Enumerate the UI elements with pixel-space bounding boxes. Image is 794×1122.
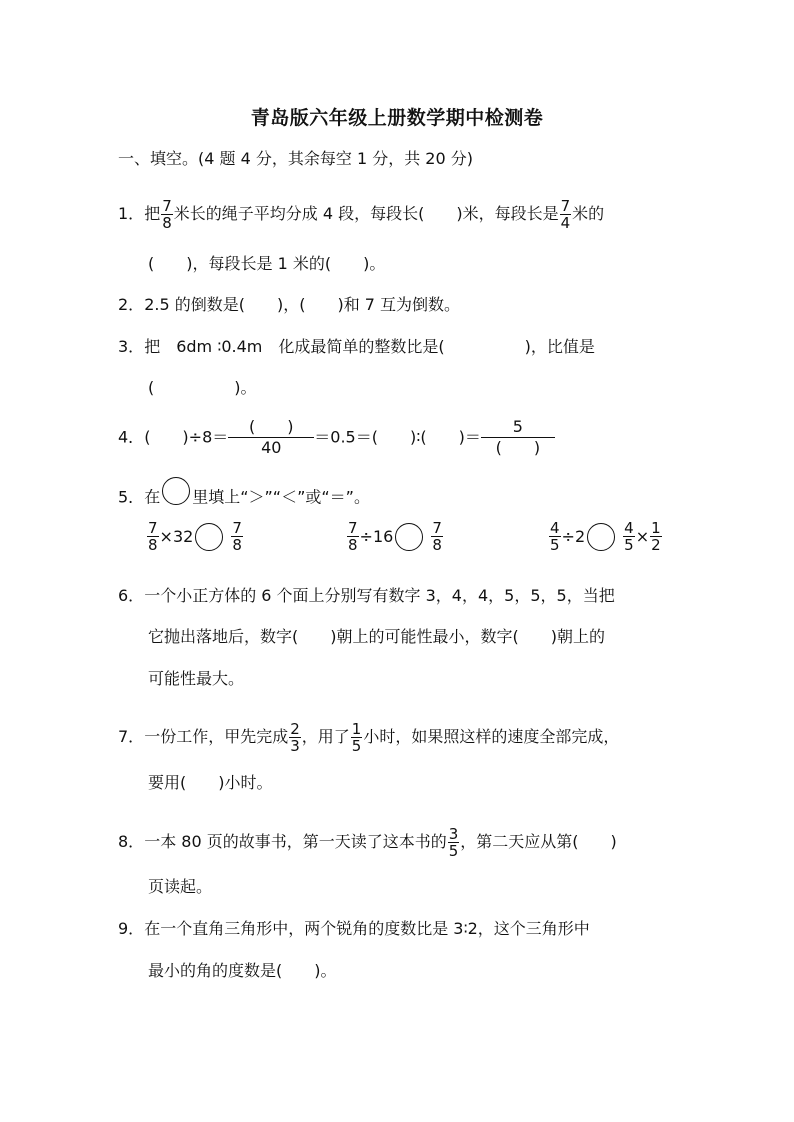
page-title: 青岛版六年级上册数学期中检测卷	[250, 107, 544, 129]
q8-text-a: 一本 80 页的故事书，第一天读了这本书的	[144, 832, 447, 851]
comparison-3	[548, 520, 663, 553]
question-number: 6．	[118, 586, 145, 605]
denominator: 3	[290, 737, 300, 755]
question-7-line-1	[118, 721, 619, 754]
operator: ÷2	[561, 527, 586, 546]
fraction	[289, 721, 301, 754]
question-5	[118, 484, 370, 511]
q7-text-a: 一份工作，甲先完成	[144, 727, 289, 746]
fraction	[431, 520, 443, 553]
numerator: 2	[290, 720, 300, 738]
numerator: 7	[162, 197, 172, 215]
denominator: 8	[232, 536, 242, 554]
question-7-line-2: 要用( )小时。	[148, 773, 273, 792]
question-2	[118, 294, 460, 316]
question-number: 8．	[118, 832, 145, 851]
question-number: 2．	[118, 295, 145, 314]
denominator: 40	[228, 437, 314, 458]
fraction	[623, 520, 635, 553]
question-number: 4．	[118, 427, 145, 447]
question-9-line-1	[118, 918, 590, 940]
question-1-line-1	[118, 198, 604, 231]
fraction	[231, 520, 243, 553]
operator: ×32	[159, 527, 194, 546]
denominator: 5	[550, 536, 560, 554]
question-6-line-1	[118, 585, 615, 607]
denominator: 5	[351, 737, 362, 755]
question-6-line-3: 可能性最大。	[148, 669, 245, 688]
q1-text-a: 把	[144, 204, 161, 223]
numerator: 7	[432, 519, 442, 537]
question-8-line-1	[118, 826, 617, 859]
q1-text-b: 米长的绳子平均分成 4 段，每段长( )米，每段长是	[173, 204, 559, 223]
q7-text-b: ，用了	[301, 727, 350, 746]
question-number: 9．	[118, 919, 145, 938]
question-6-line-2: 它抛出落地后，数字( )朝上的可能性最小，数字( )朝上的	[148, 627, 605, 646]
denominator: 8	[162, 214, 172, 232]
fraction	[228, 417, 314, 458]
numerator: ( )	[249, 417, 294, 436]
circle-blank-icon	[587, 523, 615, 551]
denominator: ( )	[481, 437, 555, 458]
fraction	[161, 198, 173, 231]
q5-text-b: 里填上“＞”“＜”或“＝”。	[192, 487, 370, 507]
comparison-1	[146, 520, 244, 553]
section-heading: 一、填空。(4 题 4 分，其余每空 1 分，共 20 分)	[118, 149, 473, 168]
q3-text: 把 6dm ∶0.4m 化成最简单的整数比是( )，比值是	[144, 337, 595, 356]
numerator: 4	[550, 519, 560, 537]
circle-blank-icon	[162, 477, 190, 505]
question-number: 3．	[118, 337, 145, 356]
q2-text: 2.5 的倒数是( )，( )和 7 互为倒数。	[144, 295, 461, 314]
fraction	[560, 198, 572, 231]
question-3-line-2: ( )。	[148, 378, 257, 397]
fraction	[549, 520, 561, 553]
question-number: 1．	[118, 204, 145, 223]
denominator: 2	[651, 536, 661, 554]
operator: ×	[635, 527, 650, 546]
question-4	[118, 417, 555, 458]
denominator: 8	[432, 536, 442, 554]
numerator: 7	[232, 519, 242, 537]
numerator: 5	[512, 417, 523, 436]
operator: ÷16	[359, 527, 394, 546]
circle-blank-icon	[195, 523, 223, 551]
q1-text-c: 米的	[572, 204, 605, 223]
numerator: 1	[351, 720, 362, 738]
question-8-line-2: 页读起。	[148, 877, 213, 896]
fraction	[481, 417, 555, 458]
question-1-line-2: ( )，每段长是 1 米的( )。	[148, 254, 386, 273]
fraction	[347, 520, 359, 553]
denominator: 8	[148, 536, 158, 554]
numerator: 7	[148, 519, 158, 537]
q8-text-b: ，第二天应从第( )	[460, 832, 617, 851]
fraction	[147, 520, 159, 553]
comparison-2	[346, 520, 444, 553]
numerator: 3	[448, 825, 459, 843]
question-3-line-1	[118, 336, 595, 358]
question-9-line-2: 最小的角的度数是( )。	[148, 961, 337, 980]
q9-text: 在一个直角三角形中，两个锐角的度数比是 3∶2，这个三角形中	[144, 919, 590, 938]
numerator: 7	[348, 519, 358, 537]
denominator: 8	[348, 536, 358, 554]
fraction	[351, 721, 363, 754]
question-number: 7．	[118, 727, 145, 746]
question-number: 5．	[118, 487, 145, 507]
numerator: 7	[560, 197, 571, 215]
denominator: 5	[448, 842, 459, 860]
q5-text-a: 在	[144, 487, 161, 507]
q4-text-a: ( )÷8＝	[144, 427, 229, 447]
numerator: 1	[651, 519, 661, 537]
q7-text-c: 小时，如果照这样的速度全部完成，	[363, 727, 620, 746]
q6-text: 一个小正方体的 6 个面上分别写有数字 3，4，4，5，5，5，当把	[144, 586, 615, 605]
circle-blank-icon	[395, 523, 423, 551]
numerator: 4	[624, 519, 634, 537]
denominator: 5	[624, 536, 634, 554]
denominator: 4	[560, 214, 571, 232]
fraction	[650, 520, 662, 553]
q4-text-b: ＝0.5＝( )∶( )＝	[314, 427, 481, 447]
fraction	[448, 826, 460, 859]
